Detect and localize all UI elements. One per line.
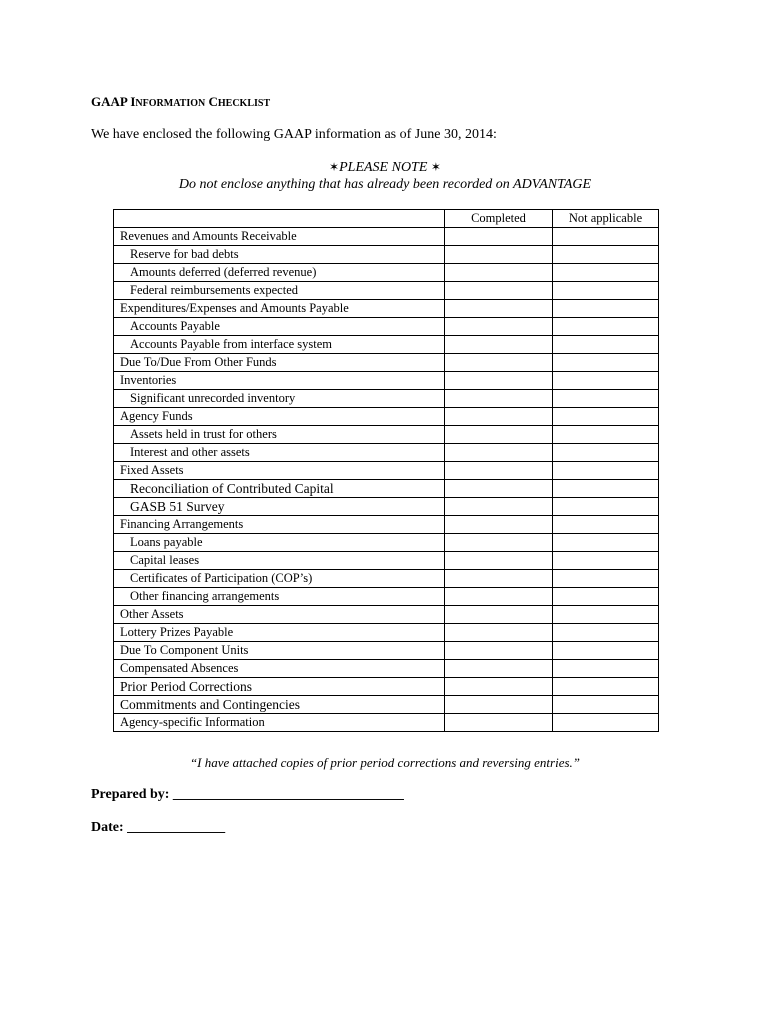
table-row bbox=[114, 678, 659, 696]
header-completed: Completed bbox=[445, 210, 553, 228]
completed-cell[interactable] bbox=[445, 516, 553, 534]
not-applicable-cell[interactable] bbox=[553, 606, 659, 624]
table-row bbox=[114, 336, 659, 354]
checklist-item-label: Due To Component Units bbox=[114, 642, 445, 660]
header-not-applicable: Not applicable bbox=[553, 210, 659, 228]
header-item bbox=[114, 210, 445, 228]
checklist-item-label: Lottery Prizes Payable bbox=[114, 624, 445, 642]
not-applicable-cell[interactable] bbox=[553, 282, 659, 300]
table-row bbox=[114, 516, 659, 534]
checklist-item-label: Federal reimbursements expected bbox=[114, 282, 445, 300]
checklist-item-label: Accounts Payable bbox=[114, 318, 445, 336]
checklist-title: GAAP INFORMATION CHECKLIST bbox=[91, 94, 271, 109]
table-header-row bbox=[114, 210, 659, 228]
date-line[interactable]: Date: ______________ bbox=[91, 820, 226, 835]
not-applicable-cell[interactable] bbox=[553, 552, 659, 570]
table-row bbox=[114, 300, 659, 318]
table-row bbox=[114, 696, 659, 714]
table-row bbox=[114, 498, 659, 516]
intro-text: We have enclosed the following GAAP information as of June 30, 2014: bbox=[91, 127, 497, 142]
table-row bbox=[114, 660, 659, 678]
table-row bbox=[114, 606, 659, 624]
completed-cell[interactable] bbox=[445, 372, 553, 390]
checklist-item-label: Commitments and Contingencies bbox=[114, 696, 445, 714]
table-row bbox=[114, 444, 659, 462]
checklist-item-label: Significant unrecorded inventory bbox=[114, 390, 445, 408]
completed-cell[interactable] bbox=[445, 678, 553, 696]
table-row bbox=[114, 642, 659, 660]
checklist-item-label: Reconciliation of Contributed Capital bbox=[114, 480, 445, 498]
checklist-item-label: Revenues and Amounts Receivable bbox=[114, 228, 445, 246]
completed-cell[interactable] bbox=[445, 282, 553, 300]
checklist-item-label: Capital leases bbox=[114, 552, 445, 570]
not-applicable-cell[interactable] bbox=[553, 714, 659, 732]
checklist-item-label: Reserve for bad debts bbox=[114, 246, 445, 264]
checklist-item-label: Assets held in trust for others bbox=[114, 426, 445, 444]
checklist-item-label: Prior Period Corrections bbox=[114, 678, 445, 696]
completed-cell[interactable] bbox=[445, 588, 553, 606]
checklist-item-label: Loans payable bbox=[114, 534, 445, 552]
table-row bbox=[114, 246, 659, 264]
completed-cell[interactable] bbox=[445, 426, 553, 444]
completed-cell[interactable] bbox=[445, 228, 553, 246]
table-row bbox=[114, 390, 659, 408]
please-note-heading bbox=[0, 160, 770, 176]
completed-cell[interactable] bbox=[445, 444, 553, 462]
star-icon: ✶ bbox=[430, 160, 441, 174]
completed-cell[interactable] bbox=[445, 246, 553, 264]
not-applicable-cell[interactable] bbox=[553, 588, 659, 606]
checklist-item-label: Expenditures/Expenses and Amounts Payable bbox=[114, 300, 445, 318]
not-applicable-cell[interactable] bbox=[553, 228, 659, 246]
please-note-text: Do not enclose anything that has already been recorded on ADVANTAGE bbox=[178, 177, 592, 192]
not-applicable-cell[interactable] bbox=[553, 678, 659, 696]
gaap-checklist-table bbox=[113, 209, 659, 732]
table-row bbox=[114, 264, 659, 282]
not-applicable-cell[interactable] bbox=[553, 498, 659, 516]
completed-cell[interactable] bbox=[445, 336, 553, 354]
not-applicable-cell[interactable] bbox=[553, 624, 659, 642]
completed-cell[interactable] bbox=[445, 264, 553, 282]
table-row bbox=[114, 624, 659, 642]
checklist-item-label: Inventories bbox=[114, 372, 445, 390]
table-row bbox=[114, 552, 659, 570]
not-applicable-cell[interactable] bbox=[553, 390, 659, 408]
not-applicable-cell[interactable] bbox=[553, 534, 659, 552]
not-applicable-cell[interactable] bbox=[553, 696, 659, 714]
completed-cell[interactable] bbox=[445, 462, 553, 480]
completed-cell[interactable] bbox=[445, 354, 553, 372]
table-row bbox=[114, 318, 659, 336]
checklist-item-label: Accounts Payable from interface system bbox=[114, 336, 445, 354]
prepared-by-line[interactable]: Prepared by: _________________________________ bbox=[91, 787, 404, 802]
not-applicable-cell[interactable] bbox=[553, 570, 659, 588]
table-row bbox=[114, 714, 659, 732]
checklist-item-label: Certificates of Participation (COP’s) bbox=[114, 570, 445, 588]
checklist-item-label: GASB 51 Survey bbox=[114, 498, 445, 516]
not-applicable-cell[interactable] bbox=[553, 462, 659, 480]
completed-cell[interactable] bbox=[445, 498, 553, 516]
checklist-item-label: Compensated Absences bbox=[114, 660, 445, 678]
not-applicable-cell[interactable] bbox=[553, 336, 659, 354]
checklist-item-label: Other Assets bbox=[114, 606, 445, 624]
completed-cell[interactable] bbox=[445, 318, 553, 336]
table-row bbox=[114, 426, 659, 444]
checklist-item-label: Financing Arrangements bbox=[114, 516, 445, 534]
checklist-item-label: Fixed Assets bbox=[114, 462, 445, 480]
completed-cell[interactable] bbox=[445, 660, 553, 678]
not-applicable-cell[interactable] bbox=[553, 426, 659, 444]
completed-cell[interactable] bbox=[445, 300, 553, 318]
not-applicable-cell[interactable] bbox=[553, 660, 659, 678]
completed-cell[interactable] bbox=[445, 390, 553, 408]
checklist-item-label: Agency-specific Information bbox=[114, 714, 445, 732]
table-row bbox=[114, 372, 659, 390]
completed-cell[interactable] bbox=[445, 642, 553, 660]
completed-cell[interactable] bbox=[445, 606, 553, 624]
not-applicable-cell[interactable] bbox=[553, 354, 659, 372]
table-row bbox=[114, 462, 659, 480]
not-applicable-cell[interactable] bbox=[553, 642, 659, 660]
checklist-item-label: Agency Funds bbox=[114, 408, 445, 426]
checklist-item-label: Due To/Due From Other Funds bbox=[114, 354, 445, 372]
checklist-item-label: Amounts deferred (deferred revenue) bbox=[114, 264, 445, 282]
completed-cell[interactable] bbox=[445, 480, 553, 498]
not-applicable-cell[interactable] bbox=[553, 408, 659, 426]
not-applicable-cell[interactable] bbox=[553, 246, 659, 264]
completed-cell[interactable] bbox=[445, 552, 553, 570]
not-applicable-cell[interactable] bbox=[553, 444, 659, 462]
table-row bbox=[114, 354, 659, 372]
not-applicable-cell[interactable] bbox=[553, 264, 659, 282]
completed-cell[interactable] bbox=[445, 408, 553, 426]
not-applicable-cell[interactable] bbox=[553, 516, 659, 534]
completed-cell[interactable] bbox=[445, 570, 553, 588]
not-applicable-cell[interactable] bbox=[553, 480, 659, 498]
completed-cell[interactable] bbox=[445, 534, 553, 552]
attachment-statement: “I have attached copies of prior period corrections and reversing entries.” bbox=[189, 755, 581, 770]
please-note-label: PLEASE NOTE bbox=[339, 160, 428, 175]
table-row bbox=[114, 570, 659, 588]
checklist-item-label: Other financing arrangements bbox=[114, 588, 445, 606]
not-applicable-cell[interactable] bbox=[553, 372, 659, 390]
completed-cell[interactable] bbox=[445, 624, 553, 642]
table-row bbox=[114, 588, 659, 606]
star-icon: ✶ bbox=[329, 160, 340, 174]
checklist-item-label: Interest and other assets bbox=[114, 444, 445, 462]
table-row bbox=[114, 480, 659, 498]
table-row bbox=[114, 534, 659, 552]
completed-cell[interactable] bbox=[445, 714, 553, 732]
table-row bbox=[114, 228, 659, 246]
not-applicable-cell[interactable] bbox=[553, 318, 659, 336]
table-row bbox=[114, 408, 659, 426]
table-row bbox=[114, 282, 659, 300]
not-applicable-cell[interactable] bbox=[553, 300, 659, 318]
completed-cell[interactable] bbox=[445, 696, 553, 714]
